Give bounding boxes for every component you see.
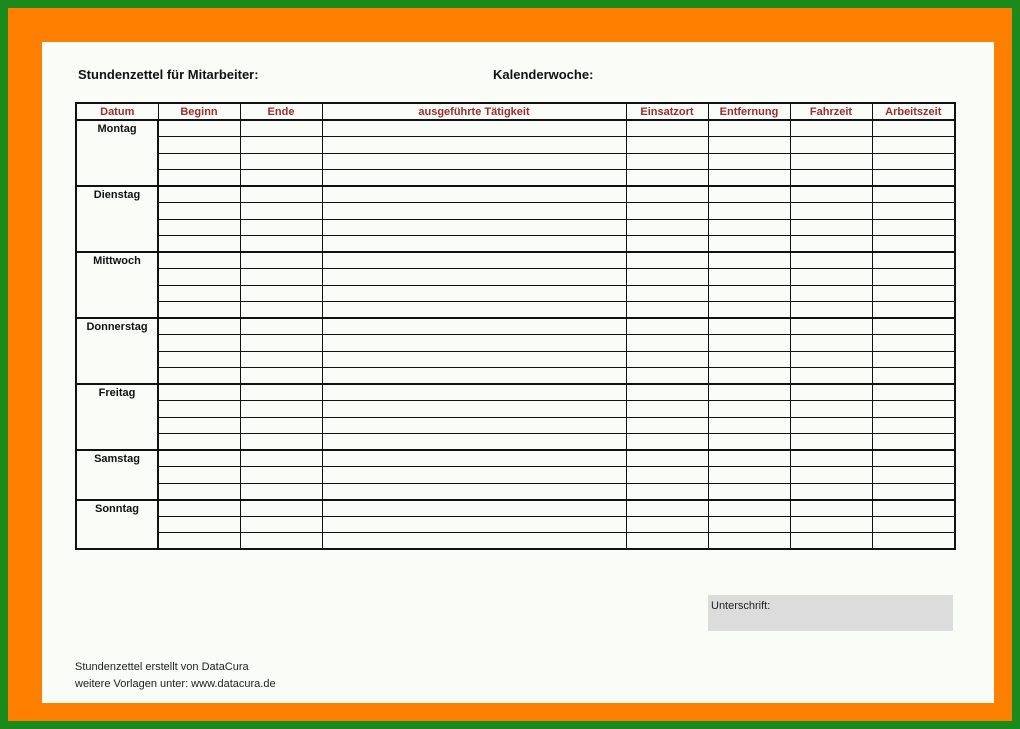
cell-taetigkeit[interactable] <box>322 318 626 335</box>
cell-einsatzort[interactable] <box>626 236 708 253</box>
cell-einsatzort[interactable] <box>626 170 708 187</box>
cell-fahrzeit[interactable] <box>790 335 872 352</box>
cell-entfernung[interactable] <box>708 153 790 170</box>
table-row <box>76 318 955 335</box>
cell-einsatzort[interactable] <box>626 516 708 533</box>
timesheet-page <box>42 42 994 703</box>
cell-ende[interactable] <box>240 417 322 434</box>
cell-taetigkeit[interactable] <box>322 236 626 253</box>
cell-beginn[interactable] <box>158 137 240 154</box>
cell-einsatzort[interactable] <box>626 401 708 418</box>
column-header-entfernung: Entfernung <box>708 103 790 120</box>
cell-einsatzort[interactable] <box>626 318 708 335</box>
cell-entfernung[interactable] <box>708 500 790 517</box>
column-header-datum: Datum <box>76 103 158 120</box>
cell-beginn[interactable] <box>158 252 240 269</box>
cell-fahrzeit[interactable] <box>790 186 872 203</box>
table-row <box>76 302 955 319</box>
cell-entfernung[interactable] <box>708 318 790 335</box>
cell-ende[interactable] <box>240 335 322 352</box>
cell-beginn[interactable] <box>158 401 240 418</box>
table-row <box>76 516 955 533</box>
cell-ende[interactable] <box>240 351 322 368</box>
cell-arbeitszeit[interactable] <box>872 450 955 467</box>
cell-taetigkeit[interactable] <box>322 170 626 187</box>
cell-beginn[interactable] <box>158 351 240 368</box>
column-header-arbeitszeit: Arbeitszeit <box>872 103 955 120</box>
cell-ende[interactable] <box>240 203 322 220</box>
table-row <box>76 368 955 385</box>
cell-fahrzeit[interactable] <box>790 203 872 220</box>
cell-fahrzeit[interactable] <box>790 450 872 467</box>
table-row <box>76 500 955 517</box>
cell-taetigkeit[interactable] <box>322 467 626 484</box>
cell-taetigkeit[interactable] <box>322 483 626 500</box>
table-row <box>76 120 955 137</box>
cell-entfernung[interactable] <box>708 335 790 352</box>
cell-fahrzeit[interactable] <box>790 467 872 484</box>
cell-arbeitszeit[interactable] <box>872 417 955 434</box>
column-header-taetigkeit: ausgeführte Tätigkeit <box>322 103 626 120</box>
cell-taetigkeit[interactable] <box>322 153 626 170</box>
cell-beginn[interactable] <box>158 368 240 385</box>
table-row <box>76 236 955 253</box>
cell-taetigkeit[interactable] <box>322 186 626 203</box>
day-label: Samstag <box>76 450 158 500</box>
cell-taetigkeit[interactable] <box>322 434 626 451</box>
cell-beginn[interactable] <box>158 285 240 302</box>
cell-fahrzeit[interactable] <box>790 252 872 269</box>
cell-entfernung[interactable] <box>708 434 790 451</box>
signature-box[interactable] <box>708 595 953 631</box>
cell-beginn[interactable] <box>158 434 240 451</box>
day-label: Freitag <box>76 384 158 450</box>
cell-taetigkeit[interactable] <box>322 351 626 368</box>
cell-arbeitszeit[interactable] <box>872 318 955 335</box>
cell-entfernung[interactable] <box>708 351 790 368</box>
cell-arbeitszeit[interactable] <box>872 285 955 302</box>
cell-arbeitszeit[interactable] <box>872 351 955 368</box>
cell-entfernung[interactable] <box>708 203 790 220</box>
cell-fahrzeit[interactable] <box>790 384 872 401</box>
cell-beginn[interactable] <box>158 186 240 203</box>
cell-beginn[interactable] <box>158 120 240 137</box>
cell-arbeitszeit[interactable] <box>872 153 955 170</box>
cell-arbeitszeit[interactable] <box>872 219 955 236</box>
table-row <box>76 483 955 500</box>
cell-ende[interactable] <box>240 483 322 500</box>
cell-einsatzort[interactable] <box>626 269 708 286</box>
cell-ende[interactable] <box>240 120 322 137</box>
cell-taetigkeit[interactable] <box>322 252 626 269</box>
table-row <box>76 434 955 451</box>
timesheet-table <box>75 102 956 550</box>
column-header-beginn: Beginn <box>158 103 240 120</box>
cell-arbeitszeit[interactable] <box>872 252 955 269</box>
cell-entfernung[interactable] <box>708 516 790 533</box>
cell-ende[interactable] <box>240 153 322 170</box>
day-label: Mittwoch <box>76 252 158 318</box>
cell-beginn[interactable] <box>158 236 240 253</box>
cell-einsatzort[interactable] <box>626 368 708 385</box>
cell-ende[interactable] <box>240 302 322 319</box>
cell-beginn[interactable] <box>158 302 240 319</box>
cell-beginn[interactable] <box>158 318 240 335</box>
table-row <box>76 285 955 302</box>
cell-arbeitszeit[interactable] <box>872 120 955 137</box>
outer-frame <box>8 8 1012 721</box>
cell-entfernung[interactable] <box>708 120 790 137</box>
cell-fahrzeit[interactable] <box>790 401 872 418</box>
cell-einsatzort[interactable] <box>626 351 708 368</box>
cell-entfernung[interactable] <box>708 186 790 203</box>
cell-fahrzeit[interactable] <box>790 368 872 385</box>
cell-entfernung[interactable] <box>708 285 790 302</box>
cell-ende[interactable] <box>240 236 322 253</box>
cell-ende[interactable] <box>240 533 322 550</box>
table-row <box>76 417 955 434</box>
cell-einsatzort[interactable] <box>626 285 708 302</box>
cell-ende[interactable] <box>240 137 322 154</box>
cell-ende[interactable] <box>240 219 322 236</box>
cell-entfernung[interactable] <box>708 368 790 385</box>
cell-arbeitszeit[interactable] <box>872 401 955 418</box>
cell-ende[interactable] <box>240 368 322 385</box>
cell-arbeitszeit[interactable] <box>872 335 955 352</box>
cell-fahrzeit[interactable] <box>790 236 872 253</box>
employee-label: Stundenzettel für Mitarbeiter: <box>78 67 259 82</box>
cell-einsatzort[interactable] <box>626 120 708 137</box>
cell-ende[interactable] <box>240 269 322 286</box>
cell-arbeitszeit[interactable] <box>872 533 955 550</box>
cell-taetigkeit[interactable] <box>322 533 626 550</box>
cell-fahrzeit[interactable] <box>790 533 872 550</box>
cell-fahrzeit[interactable] <box>790 434 872 451</box>
cell-ende[interactable] <box>240 186 322 203</box>
cell-arbeitszeit[interactable] <box>872 236 955 253</box>
table-row <box>76 450 955 467</box>
cell-fahrzeit[interactable] <box>790 417 872 434</box>
cell-einsatzort[interactable] <box>626 483 708 500</box>
cell-ende[interactable] <box>240 401 322 418</box>
cell-arbeitszeit[interactable] <box>872 368 955 385</box>
cell-arbeitszeit[interactable] <box>872 186 955 203</box>
cell-beginn[interactable] <box>158 533 240 550</box>
cell-fahrzeit[interactable] <box>790 269 872 286</box>
cell-taetigkeit[interactable] <box>322 120 626 137</box>
cell-taetigkeit[interactable] <box>322 219 626 236</box>
table-row <box>76 252 955 269</box>
table-row <box>76 186 955 203</box>
table-row <box>76 153 955 170</box>
cell-fahrzeit[interactable] <box>790 153 872 170</box>
cell-arbeitszeit[interactable] <box>872 500 955 517</box>
table-row <box>76 137 955 154</box>
cell-arbeitszeit[interactable] <box>872 483 955 500</box>
cell-fahrzeit[interactable] <box>790 516 872 533</box>
day-label: Sonntag <box>76 500 158 550</box>
table-row <box>76 269 955 286</box>
cell-einsatzort[interactable] <box>626 153 708 170</box>
cell-fahrzeit[interactable] <box>790 500 872 517</box>
cell-einsatzort[interactable] <box>626 219 708 236</box>
cell-fahrzeit[interactable] <box>790 170 872 187</box>
cell-arbeitszeit[interactable] <box>872 384 955 401</box>
cell-taetigkeit[interactable] <box>322 269 626 286</box>
cell-entfernung[interactable] <box>708 401 790 418</box>
cell-einsatzort[interactable] <box>626 137 708 154</box>
table-row <box>76 203 955 220</box>
cell-einsatzort[interactable] <box>626 500 708 517</box>
cell-beginn[interactable] <box>158 219 240 236</box>
cell-ende[interactable] <box>240 384 322 401</box>
cell-fahrzeit[interactable] <box>790 285 872 302</box>
cell-beginn[interactable] <box>158 269 240 286</box>
cell-taetigkeit[interactable] <box>322 450 626 467</box>
week-label: Kalenderwoche: <box>493 67 594 82</box>
cell-arbeitszeit[interactable] <box>872 137 955 154</box>
cell-entfernung[interactable] <box>708 236 790 253</box>
column-header-ende: Ende <box>240 103 322 120</box>
cell-ende[interactable] <box>240 318 322 335</box>
cell-beginn[interactable] <box>158 153 240 170</box>
cell-arbeitszeit[interactable] <box>872 269 955 286</box>
table-header-row <box>76 103 955 120</box>
cell-arbeitszeit[interactable] <box>872 516 955 533</box>
cell-ende[interactable] <box>240 467 322 484</box>
column-header-einsatzort: Einsatzort <box>626 103 708 120</box>
cell-taetigkeit[interactable] <box>322 500 626 517</box>
day-label: Donnerstag <box>76 318 158 384</box>
cell-entfernung[interactable] <box>708 219 790 236</box>
cell-einsatzort[interactable] <box>626 384 708 401</box>
cell-ende[interactable] <box>240 500 322 517</box>
cell-arbeitszeit[interactable] <box>872 467 955 484</box>
cell-ende[interactable] <box>240 285 322 302</box>
cell-taetigkeit[interactable] <box>322 285 626 302</box>
cell-fahrzeit[interactable] <box>790 219 872 236</box>
cell-ende[interactable] <box>240 450 322 467</box>
cell-taetigkeit[interactable] <box>322 516 626 533</box>
cell-entfernung[interactable] <box>708 417 790 434</box>
cell-ende[interactable] <box>240 516 322 533</box>
footer-link: weitere Vorlagen unter: www.datacura.de <box>75 678 276 690</box>
table-row <box>76 384 955 401</box>
table-row <box>76 219 955 236</box>
cell-taetigkeit[interactable] <box>322 335 626 352</box>
cell-fahrzeit[interactable] <box>790 137 872 154</box>
cell-beginn[interactable] <box>158 170 240 187</box>
cell-ende[interactable] <box>240 434 322 451</box>
cell-taetigkeit[interactable] <box>322 203 626 220</box>
cell-entfernung[interactable] <box>708 384 790 401</box>
cell-entfernung[interactable] <box>708 252 790 269</box>
cell-beginn[interactable] <box>158 203 240 220</box>
cell-fahrzeit[interactable] <box>790 351 872 368</box>
cell-beginn[interactable] <box>158 483 240 500</box>
cell-arbeitszeit[interactable] <box>872 203 955 220</box>
cell-entfernung[interactable] <box>708 483 790 500</box>
cell-beginn[interactable] <box>158 450 240 467</box>
cell-einsatzort[interactable] <box>626 252 708 269</box>
cell-einsatzort[interactable] <box>626 335 708 352</box>
cell-taetigkeit[interactable] <box>322 417 626 434</box>
cell-entfernung[interactable] <box>708 137 790 154</box>
table-row <box>76 467 955 484</box>
cell-beginn[interactable] <box>158 467 240 484</box>
cell-einsatzort[interactable] <box>626 203 708 220</box>
table-row <box>76 401 955 418</box>
cell-beginn[interactable] <box>158 384 240 401</box>
cell-beginn[interactable] <box>158 500 240 517</box>
signature-label: Unterschrift: <box>711 600 771 612</box>
cell-arbeitszeit[interactable] <box>872 434 955 451</box>
cell-taetigkeit[interactable] <box>322 384 626 401</box>
cell-entfernung[interactable] <box>708 450 790 467</box>
cell-einsatzort[interactable] <box>626 417 708 434</box>
cell-ende[interactable] <box>240 252 322 269</box>
cell-einsatzort[interactable] <box>626 186 708 203</box>
footer <box>75 659 276 693</box>
cell-entfernung[interactable] <box>708 170 790 187</box>
cell-beginn[interactable] <box>158 417 240 434</box>
cell-entfernung[interactable] <box>708 269 790 286</box>
table-row <box>76 533 955 550</box>
cell-arbeitszeit[interactable] <box>872 302 955 319</box>
cell-einsatzort[interactable] <box>626 533 708 550</box>
cell-ende[interactable] <box>240 170 322 187</box>
footer-credit: Stundenzettel erstellt von DataCura <box>75 661 249 673</box>
cell-beginn[interactable] <box>158 335 240 352</box>
cell-arbeitszeit[interactable] <box>872 170 955 187</box>
cell-entfernung[interactable] <box>708 467 790 484</box>
timesheet-body <box>76 120 955 549</box>
column-header-fahrzeit: Fahrzeit <box>790 103 872 120</box>
cell-beginn[interactable] <box>158 516 240 533</box>
table-row <box>76 170 955 187</box>
cell-fahrzeit[interactable] <box>790 483 872 500</box>
cell-taetigkeit[interactable] <box>322 302 626 319</box>
cell-taetigkeit[interactable] <box>322 368 626 385</box>
table-row <box>76 335 955 352</box>
cell-fahrzeit[interactable] <box>790 302 872 319</box>
cell-taetigkeit[interactable] <box>322 401 626 418</box>
day-label: Dienstag <box>76 186 158 252</box>
cell-entfernung[interactable] <box>708 533 790 550</box>
cell-einsatzort[interactable] <box>626 450 708 467</box>
table-row <box>76 351 955 368</box>
cell-taetigkeit[interactable] <box>322 137 626 154</box>
cell-entfernung[interactable] <box>708 302 790 319</box>
day-label: Montag <box>76 120 158 186</box>
cell-einsatzort[interactable] <box>626 467 708 484</box>
cell-einsatzort[interactable] <box>626 302 708 319</box>
cell-fahrzeit[interactable] <box>790 318 872 335</box>
cell-einsatzort[interactable] <box>626 434 708 451</box>
cell-fahrzeit[interactable] <box>790 120 872 137</box>
